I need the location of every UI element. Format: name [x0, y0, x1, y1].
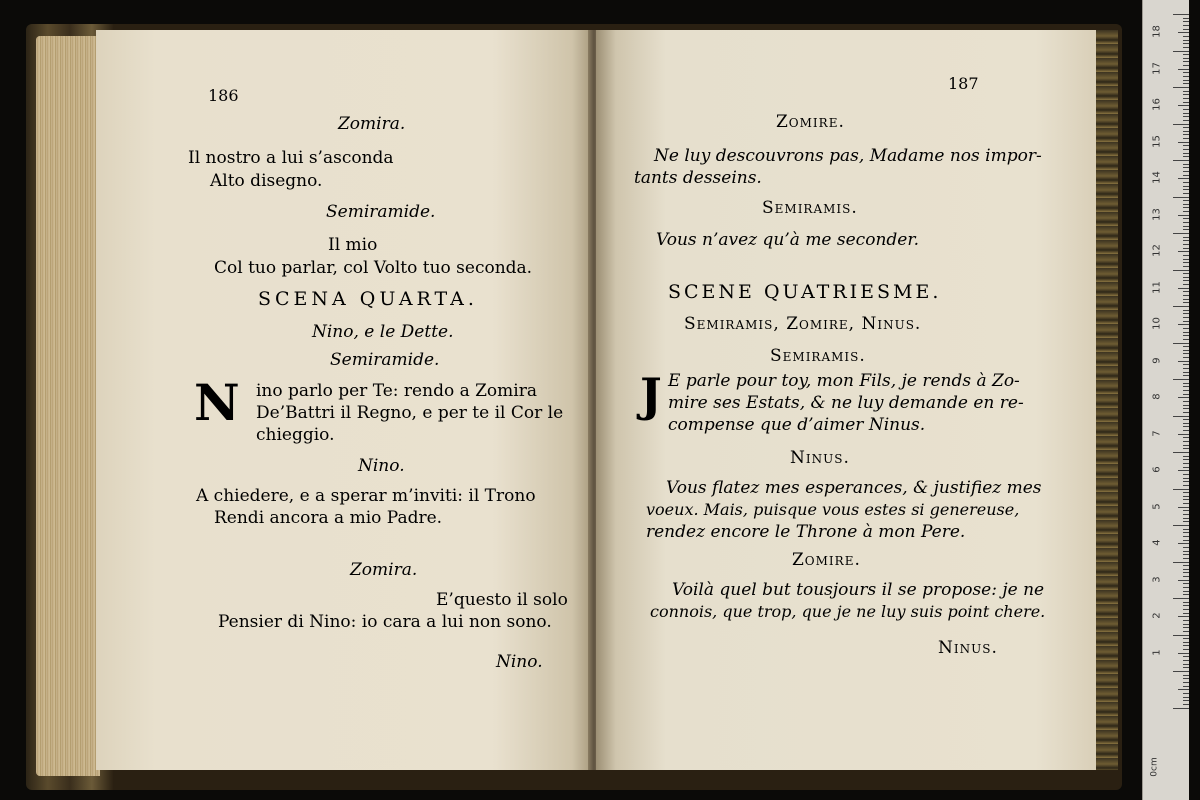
ruler-tick	[1183, 204, 1189, 205]
ruler-tick	[1183, 463, 1189, 464]
ruler-tick	[1183, 138, 1189, 139]
speaker-label: Semiramide.	[326, 202, 436, 222]
ruler-tick	[1183, 335, 1189, 336]
ruler-tick	[1183, 682, 1189, 683]
ruler-tick	[1183, 518, 1189, 519]
ruler-tick	[1183, 514, 1189, 515]
ruler-tick	[1183, 94, 1189, 95]
ruler-tick	[1183, 18, 1189, 19]
prose-line: compense que d’aimer Ninus.	[668, 415, 926, 435]
ruler-tick	[1183, 569, 1189, 570]
ruler-number: 6	[1151, 466, 1163, 473]
prose-line: Ne luy descouvrons pas, Madame nos impor-	[654, 146, 1042, 166]
ruler-tick	[1183, 332, 1189, 333]
ruler-tick	[1183, 474, 1189, 475]
ruler-tick	[1183, 664, 1189, 665]
ruler-tick	[1183, 536, 1189, 537]
ruler-tick	[1183, 408, 1189, 409]
ruler-number: 1	[1151, 649, 1163, 656]
ruler-number: 14	[1151, 171, 1163, 185]
ruler-tick	[1183, 266, 1189, 267]
ruler-tick	[1183, 613, 1189, 614]
ruler-tick	[1183, 383, 1189, 384]
prose-line: chieggio.	[256, 425, 335, 445]
ruler-tick	[1183, 259, 1189, 260]
ruler-tick	[1183, 624, 1189, 625]
drop-cap: J	[640, 368, 662, 422]
ruler-tick	[1183, 171, 1189, 172]
ruler-tick	[1183, 554, 1189, 555]
ruler-tick	[1183, 645, 1189, 646]
ruler-tick	[1183, 153, 1189, 154]
ruler-tick	[1178, 470, 1189, 471]
ruler-tick	[1183, 244, 1189, 245]
ruler-tick	[1178, 69, 1189, 70]
ruler-tick	[1183, 675, 1189, 676]
ruler-tick	[1183, 299, 1189, 300]
ruler-tick	[1183, 609, 1189, 610]
ruler-tick	[1183, 540, 1189, 541]
ruler-number: 8	[1151, 393, 1163, 400]
ruler-tick	[1183, 131, 1189, 132]
ruler-tick	[1183, 667, 1189, 668]
ruler-tick	[1183, 350, 1189, 351]
ruler-tick	[1183, 262, 1189, 263]
ruler-tick	[1183, 240, 1189, 241]
ruler-number: 5	[1151, 503, 1163, 510]
ruler-tick	[1183, 248, 1189, 249]
verse-line: Alto disegno.	[210, 171, 323, 191]
ruler-number: 16	[1151, 98, 1163, 112]
ruler-tick	[1183, 284, 1189, 285]
ruler-unit-label: 0cm	[1149, 757, 1160, 777]
ruler-tick	[1183, 76, 1189, 77]
ruler-tick	[1183, 25, 1189, 26]
ruler-tick	[1183, 375, 1189, 376]
ruler-tick	[1183, 120, 1189, 121]
ruler-tick	[1183, 186, 1189, 187]
speaker-label: Zomire.	[792, 550, 861, 570]
verse-line: Il mio	[328, 235, 378, 255]
ruler-tick	[1183, 437, 1189, 438]
ruler-number: 12	[1151, 244, 1163, 258]
prose-line: Vous n’avez qu’à me seconder.	[656, 230, 919, 250]
ruler-tick	[1183, 61, 1189, 62]
ruler-tick	[1183, 572, 1189, 573]
ruler-tick	[1183, 642, 1189, 643]
ruler-tick	[1183, 368, 1189, 369]
ruler-tick	[1183, 255, 1189, 256]
ruler-tick	[1183, 638, 1189, 639]
ruler-tick	[1178, 324, 1189, 325]
ruler-tick	[1173, 452, 1189, 453]
speaker-label: Semiramis.	[770, 346, 866, 366]
ruler-tick	[1178, 178, 1189, 179]
speaker-label: Zomire.	[776, 112, 845, 132]
ruler-tick	[1178, 580, 1189, 581]
ruler-tick	[1183, 43, 1189, 44]
ruler-tick	[1183, 445, 1189, 446]
ruler-tick	[1183, 175, 1189, 176]
ruler-tick	[1178, 361, 1189, 362]
ruler-tick	[1173, 671, 1189, 672]
ruler-tick	[1183, 521, 1189, 522]
ruler-tick	[1183, 113, 1189, 114]
ruler-tick	[1178, 288, 1189, 289]
ruler-number: 9	[1151, 357, 1163, 364]
ruler-tick	[1183, 405, 1189, 406]
verse-line: E’questo il solo	[436, 590, 568, 610]
ruler-tick	[1183, 134, 1189, 135]
prose-line: Voilà quel but tousjours il se propose: je ne	[672, 580, 1045, 600]
ruler-tick	[1183, 485, 1189, 486]
ruler-tick	[1173, 416, 1189, 417]
prose-line: voeux. Mais, puisque vous estes si genereuse,	[646, 500, 1020, 519]
prose-line: mire ses Estats, & ne luy demande en re-	[668, 393, 1024, 413]
ruler-tick	[1183, 631, 1189, 632]
ruler-tick	[1178, 105, 1189, 106]
ruler-tick	[1183, 441, 1189, 442]
ruler-tick	[1183, 419, 1189, 420]
catchword: Ninus.	[938, 638, 998, 658]
speaker-label: Semiramide.	[330, 350, 440, 370]
verse-line: A chiedere, e a sperar m’inviti: il Trono	[196, 486, 536, 506]
ruler-tick	[1183, 430, 1189, 431]
ruler-number: 3	[1151, 576, 1163, 583]
ruler-tick	[1173, 489, 1189, 490]
ruler-number: 4	[1151, 539, 1163, 546]
ruler-tick	[1183, 627, 1189, 628]
ruler-tick	[1183, 364, 1189, 365]
ruler-tick	[1183, 656, 1189, 657]
ruler-tick	[1183, 328, 1189, 329]
ruler-tick	[1178, 653, 1189, 654]
ruler-tick	[1183, 218, 1189, 219]
ruler-tick	[1173, 233, 1189, 234]
ruler-tick	[1183, 237, 1189, 238]
ruler-tick	[1173, 598, 1189, 599]
ruler-tick	[1183, 660, 1189, 661]
ruler-tick	[1183, 310, 1189, 311]
ruler-tick	[1183, 109, 1189, 110]
ruler-tick	[1183, 686, 1189, 687]
ruler-tick	[1183, 587, 1189, 588]
ruler-tick	[1183, 40, 1189, 41]
ruler-tick	[1178, 689, 1189, 690]
ruler-tick	[1183, 412, 1189, 413]
ruler-tick	[1183, 649, 1189, 650]
ruler-tick	[1183, 620, 1189, 621]
ruler-tick	[1183, 532, 1189, 533]
page-number: 186	[208, 86, 239, 105]
ruler-tick	[1178, 251, 1189, 252]
ruler-tick	[1173, 379, 1189, 380]
ruler-tick	[1183, 558, 1189, 559]
ruler-tick	[1183, 273, 1189, 274]
drop-cap: N	[194, 373, 240, 432]
ruler-tick	[1183, 317, 1189, 318]
catchword: Nino.	[496, 652, 543, 672]
ruler-number: 10	[1151, 317, 1163, 331]
ruler-tick	[1183, 291, 1189, 292]
ruler-tick	[1183, 313, 1189, 314]
ruler-tick	[1183, 478, 1189, 479]
ruler-tick	[1178, 543, 1189, 544]
ruler-tick	[1183, 697, 1189, 698]
ruler-tick	[1183, 423, 1189, 424]
ruler-tick	[1183, 426, 1189, 427]
scene-heading: SCENE QUATRIESME.	[668, 281, 942, 303]
ruler-tick	[1183, 145, 1189, 146]
ruler-tick	[1178, 142, 1189, 143]
ruler-tick	[1183, 72, 1189, 73]
ruler-tick	[1183, 448, 1189, 449]
ruler-tick	[1183, 496, 1189, 497]
ruler-tick	[1173, 343, 1189, 344]
ruler-tick	[1178, 434, 1189, 435]
ruler-tick	[1183, 98, 1189, 99]
ruler-tick	[1183, 678, 1189, 679]
ruler-tick	[1183, 467, 1189, 468]
ruler-tick	[1183, 602, 1189, 603]
prose-line: Vous flatez mes esperances, & justifiez mes	[666, 478, 1042, 498]
ruler-tick	[1178, 32, 1189, 33]
ruler-tick	[1173, 306, 1189, 307]
ruler-tick	[1183, 127, 1189, 128]
ruler-tick	[1173, 525, 1189, 526]
ruler-number: 15	[1151, 134, 1163, 148]
prose-line: De’Battri il Regno, e per te il Cor le	[256, 403, 564, 423]
ruler-tick	[1183, 372, 1189, 373]
ruler-tick	[1178, 507, 1189, 508]
ruler-tick	[1183, 21, 1189, 22]
ruler-tick	[1183, 80, 1189, 81]
ruler-number: 13	[1151, 207, 1163, 221]
ruler-tick	[1183, 693, 1189, 694]
ruler-tick	[1173, 635, 1189, 636]
ruler-tick	[1178, 616, 1189, 617]
ruler-tick	[1183, 47, 1189, 48]
prose-line: E parle pour toy, mon Fils, je rends à Zo-	[668, 371, 1020, 391]
ruler-tick	[1173, 708, 1189, 709]
ruler-tick	[1183, 189, 1189, 190]
scene-characters: Semiramis, Zomire, Ninus.	[684, 314, 922, 334]
ruler-tick	[1183, 58, 1189, 59]
ruler-tick	[1183, 302, 1189, 303]
ruler-tick	[1183, 547, 1189, 548]
ruler-tick	[1183, 390, 1189, 391]
ruler-tick	[1183, 200, 1189, 201]
ruler-number: 17	[1151, 61, 1163, 75]
ruler-tick	[1173, 197, 1189, 198]
ruler-tick	[1183, 193, 1189, 194]
ruler-tick	[1183, 277, 1189, 278]
speaker-label: Nino.	[358, 456, 405, 476]
ruler-tick	[1183, 394, 1189, 395]
ruler-tick	[1183, 459, 1189, 460]
page-number: 187	[948, 74, 979, 93]
speaker-label: Zomira.	[350, 560, 418, 580]
ruler-tick	[1183, 353, 1189, 354]
ruler-tick	[1183, 510, 1189, 511]
prose-line: ino parlo per Te: rendo a Zomira	[256, 381, 537, 401]
scene-characters: Nino, e le Dette.	[312, 322, 454, 342]
ruler-tick	[1183, 605, 1189, 606]
ruler-tick	[1183, 339, 1189, 340]
ruler-number: 2	[1151, 612, 1163, 619]
ruler-tick	[1183, 386, 1189, 387]
ruler-tick	[1183, 565, 1189, 566]
ruler-tick	[1183, 211, 1189, 212]
ruler-tick	[1183, 36, 1189, 37]
ruler-tick	[1183, 594, 1189, 595]
ruler-tick	[1183, 492, 1189, 493]
ruler-tick	[1173, 87, 1189, 88]
ruler-tick	[1183, 280, 1189, 281]
ruler-tick	[1183, 576, 1189, 577]
scene-heading: SCENA QUARTA.	[258, 288, 478, 310]
ruler-tick	[1173, 51, 1189, 52]
verse-line: Il nostro a lui s’asconda	[188, 148, 394, 168]
ruler-number: 7	[1151, 430, 1163, 437]
ruler-tick	[1183, 401, 1189, 402]
ruler-tick	[1183, 499, 1189, 500]
ruler-tick	[1183, 529, 1189, 530]
speaker-label: Ninus.	[790, 448, 850, 468]
ruler-tick	[1183, 116, 1189, 117]
speaker-label: Zomira.	[338, 114, 406, 134]
ruler-tick	[1183, 321, 1189, 322]
ruler-tick	[1183, 295, 1189, 296]
verse-line: Rendi ancora a mio Padre.	[214, 508, 443, 528]
ruler-tick	[1183, 149, 1189, 150]
ruler-tick	[1173, 270, 1189, 271]
ruler-tick	[1173, 124, 1189, 125]
page-edges-left	[36, 36, 100, 776]
ruler-tick	[1178, 215, 1189, 216]
ruler-tick	[1183, 156, 1189, 157]
book-cover-edge-right	[1096, 30, 1118, 770]
ruler-tick	[1183, 481, 1189, 482]
ruler-tick	[1183, 222, 1189, 223]
ruler-tick	[1183, 346, 1189, 347]
ruler-tick	[1183, 54, 1189, 55]
ruler-tick	[1183, 164, 1189, 165]
ruler-tick	[1173, 562, 1189, 563]
measuring-ruler	[1142, 0, 1189, 800]
prose-line: rendez encore le Throne à mon Pere.	[646, 522, 966, 542]
ruler-tick	[1183, 83, 1189, 84]
ruler-tick	[1183, 591, 1189, 592]
ruler-tick	[1183, 91, 1189, 92]
ruler-tick	[1183, 182, 1189, 183]
verse-line: Pensier di Nino: io cara a lui non sono.	[218, 612, 552, 632]
prose-line: connois, que trop, que je ne luy suis point chere.	[650, 602, 1046, 621]
ruler-tick	[1183, 357, 1189, 358]
ruler-tick	[1183, 29, 1189, 30]
ruler-tick	[1183, 102, 1189, 103]
ruler-tick	[1183, 551, 1189, 552]
ruler-tick	[1183, 65, 1189, 66]
ruler-tick	[1183, 704, 1189, 705]
ruler-tick	[1173, 14, 1189, 15]
ruler-number: 18	[1151, 25, 1163, 39]
ruler-tick	[1183, 229, 1189, 230]
verse-line: Col tuo parlar, col Volto tuo seconda.	[214, 258, 533, 278]
ruler-tick	[1173, 160, 1189, 161]
ruler-number: 11	[1151, 280, 1163, 294]
ruler-tick	[1183, 583, 1189, 584]
prose-line: tants desseins.	[634, 168, 762, 188]
ruler-tick	[1183, 456, 1189, 457]
ruler-tick	[1178, 397, 1189, 398]
speaker-label: Semiramis.	[762, 198, 858, 218]
ruler-tick	[1183, 226, 1189, 227]
ruler-tick	[1183, 700, 1189, 701]
ruler-tick	[1183, 207, 1189, 208]
ruler-tick	[1183, 503, 1189, 504]
ruler-tick	[1183, 167, 1189, 168]
